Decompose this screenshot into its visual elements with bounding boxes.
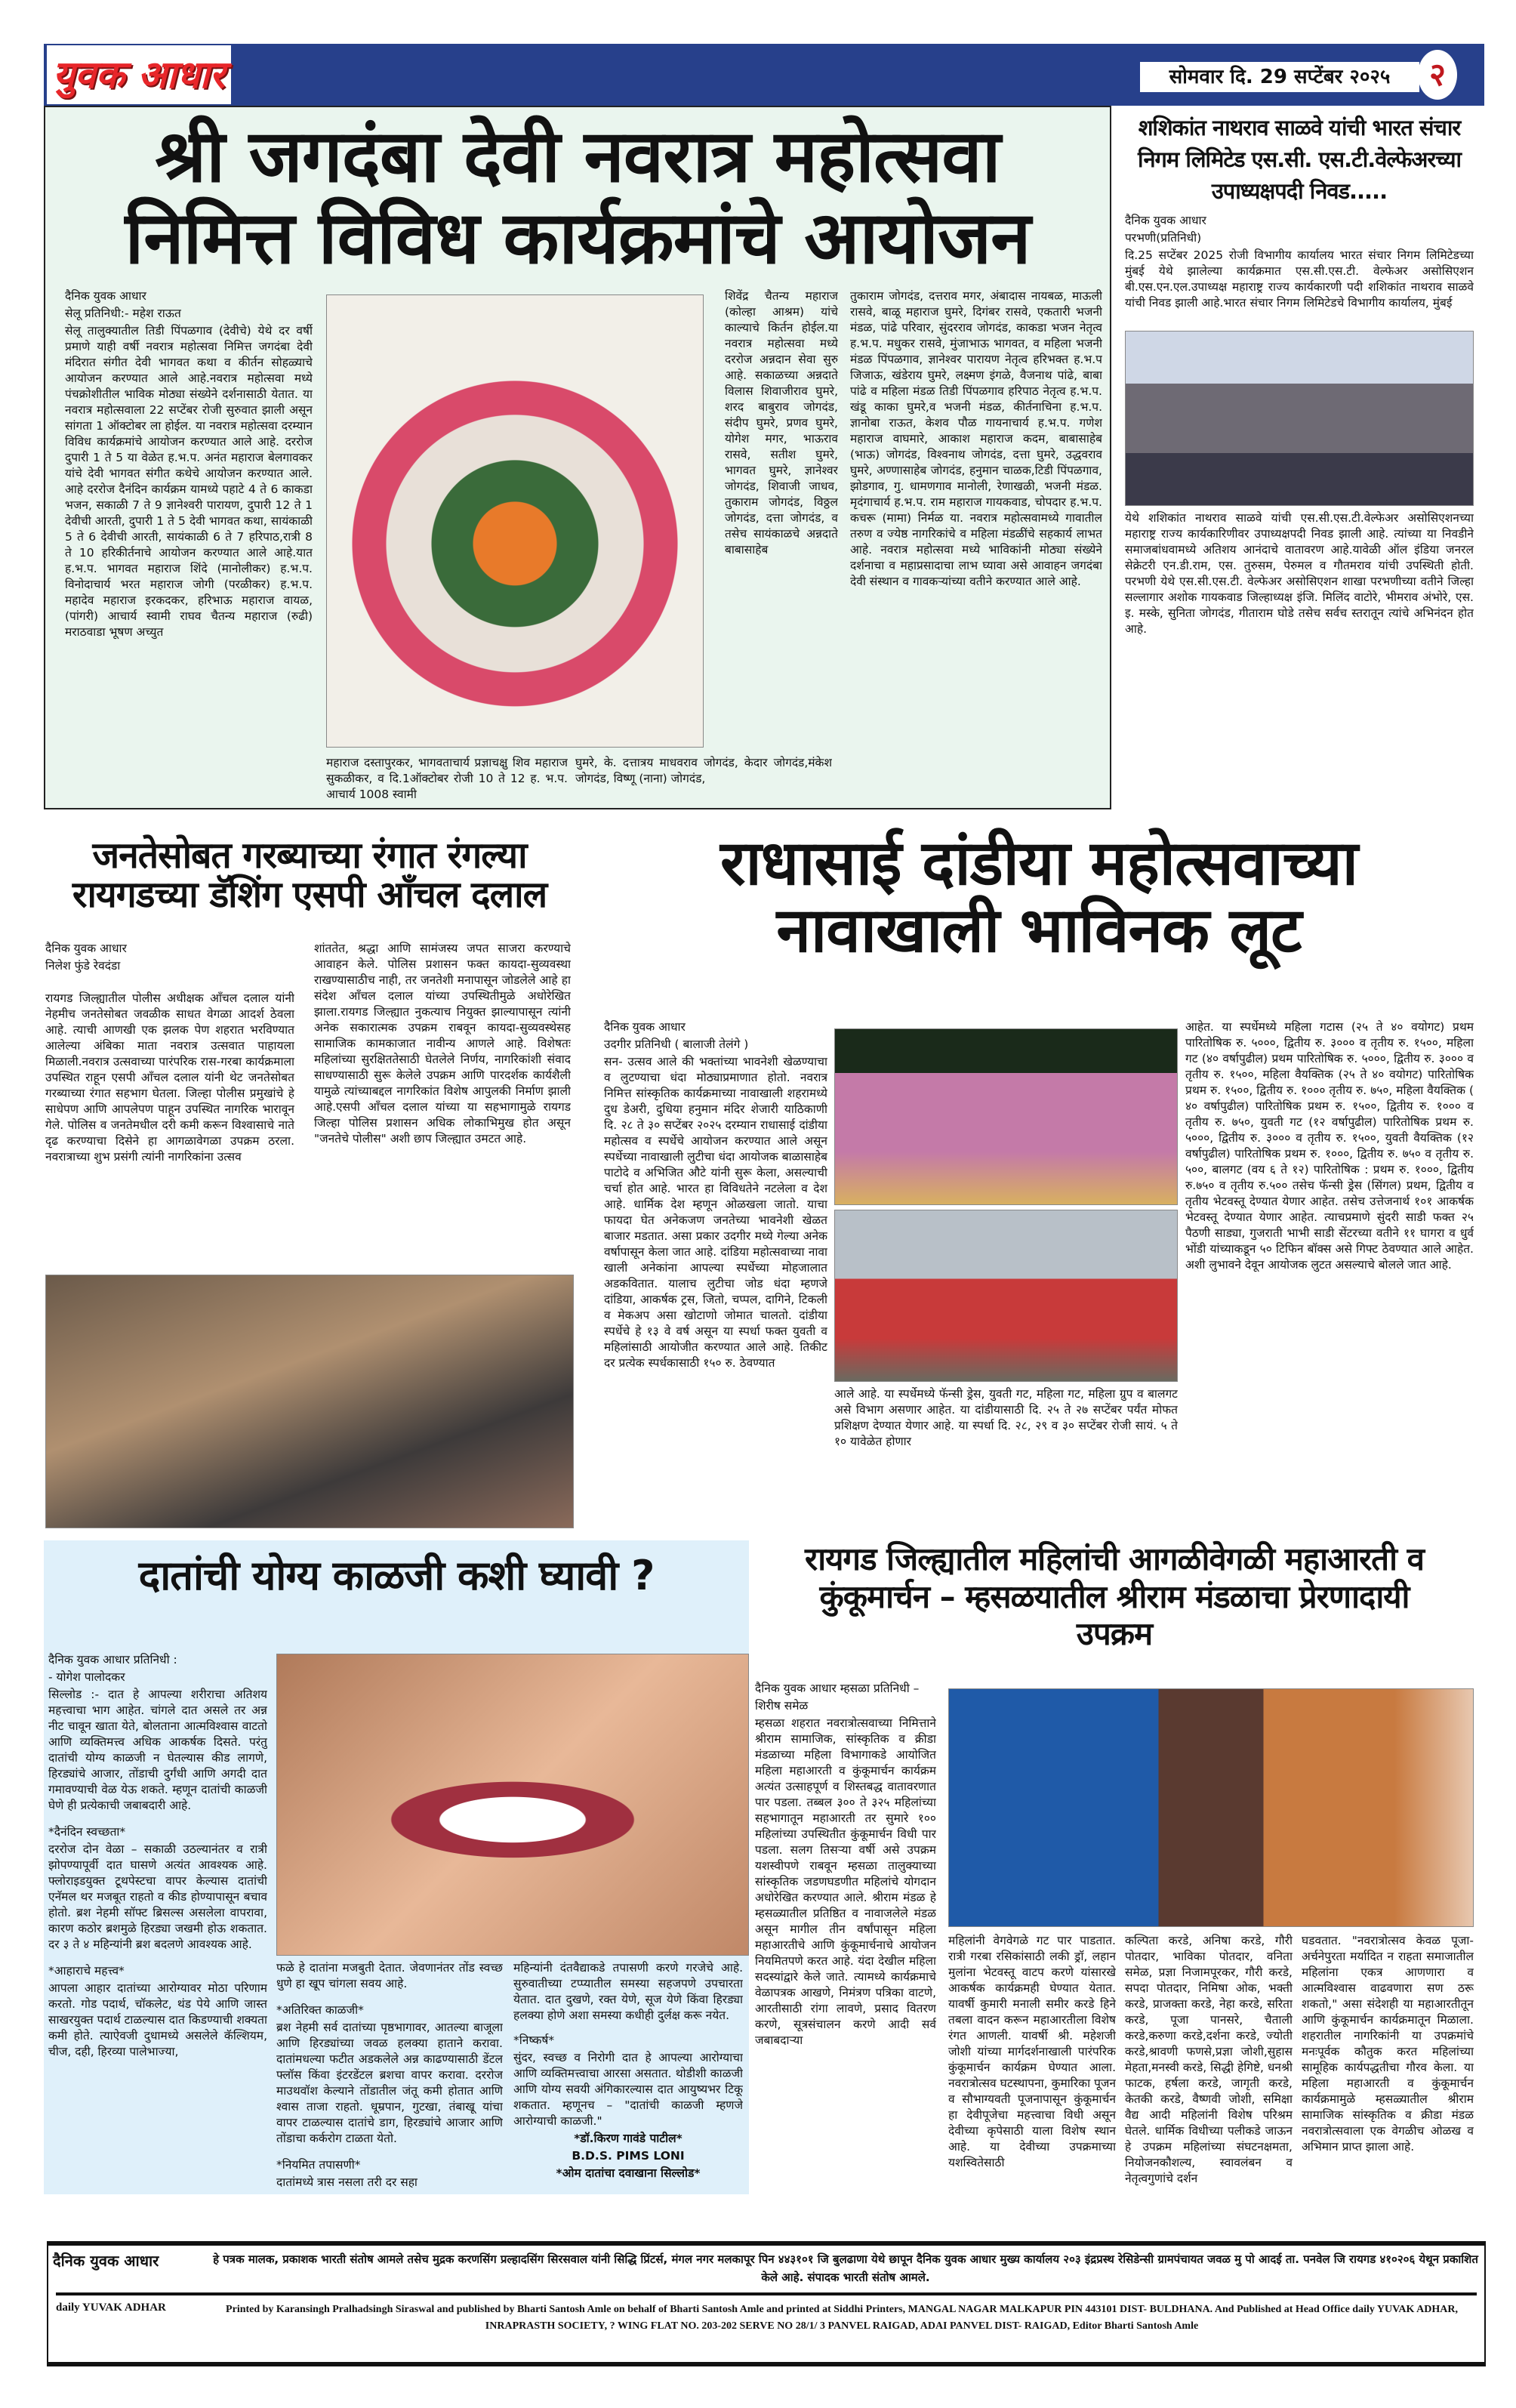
subheading: *नियमित तपासणी* <box>276 2158 361 2172</box>
body-text: सन- उत्सव आले की भक्तांच्या भावनेशी खेळण्याचा व लुटण्याचा धंदा मोठ्याप्रमाणात होतो. नवरात्र निमित्त सांस्कृतिक कार्यक्रमाच्या नावाखाली शहरामध्ये दुध डेअरी, दुधिया हनुमान मंदिर शेजारी याठिकाणी दि. २८ ते ३० सप्टेंबर २०२५ दरम्यान राधासाई दांडीया महोत्सव व स्पर्धेचे आयोजन करण्यात आले असून स्पर्धेच्या नावाखाली लुटीचा धंदा आयोजक बाळासाहेब पाटोदे व अभिजित औटे यांनी सुरू केला, असल्याची चर्चा होत आहे. भारत हा विविधतेने नटलेला व देश आहे. धार्मिक देश म्हणून ओळखला जातो. याचा फायदा घेत अनेकजण जनतेच्या भावनेशी खेळत बाजार मडतात. असा प्रकार उदगीर मध्ये गेल्या अनेक वर्षापासून केला जात आहे. दांडिया महोत्सवाच्या नावा खाली अनेकांना आपल्या स्पर्धेच्या मोहजालात अडकवितात. यालाच लुटीचा जोड धंदा म्हणजे दांडिया, आकर्षक ट्रस, जितो, चप्पल, दागिने, टिकली व मेकअप असा खोटाणो जोमात चालतो. दांडीया स्पर्धेचे हे १३ वे वर्ष असून या स्पर्धा फक्त युवती व महिलांसाठी आयोजीत करण्यात आले आहे. तिकीट दर प्रत्येक स्पर्धकासाठी १५० रु. ठेवण्यात <box>604 1055 827 1370</box>
article-column <box>513 1960 743 2191</box>
headline: रायगड जिल्ह्यातील महिलांची आगळीवेगळी महाआरती व कुंकूमार्चन – म्हसळयातील श्रीराम मंडळाचा प्रेरणादायी उपक्रम <box>805 1540 1424 1653</box>
body-text: सेलू तालुक्यातील तिडी पिंपळगाव (देवीचे) येथे दर वर्षी प्रमाणे याही वर्षी नवरात्र महोत्सवा निमित्त जगदंबा देवी मंदिरात संगीत देवी भागवत कथा व कीर्तन सोहळ्याचे आयोजन करण्यात आले आहे.नवरात्र महोत्सवा मध्ये पंचक्रोशीतील भाविक मोठ्या संख्येने दर्शनासाठी येतात. या नवरात्र महोत्सवाला 22 सप्टेंबर रोजी सुरुवात झाली असून सांगता 1 ऑक्टोबर ला होईल. या नवरात्र महोत्सवा दरम्यान विविध कार्यक्रमांचे आयोजन करण्यात आले आहे. दररोज दुपारी 1 ते 5 या वेळेत ह.भ.प. अनंत महाराज बेलगावकर यांचे देवी भागवत संगीत कथेचे आयोजन करण्यात आले. आहे दररोज दैनंदिन कार्यक्रम यामध्ये पहाटे 4 ते 6 काकडा भजन, सकाळी 7 ते 9 ज्ञानेश्वरी पारायण, दुपारी 12 ते 1 देवीची आरती, दुपारी 1 ते 5 देवी भागवत कथा, सायंकाळी 5 ते 6 देवीची आरती, सायंकाळी 6 ते 7 हरिपाठ,रात्री 8 ते 10 हरिकीर्तनाचे आयोजन करण्यात आले आहे.यात ह.भ.प. भागवत महाराज शिंदे (मानोलीकर) ह.भ.प. विनोदाचार्य भरत महाराज जोगी (परळीकर) ह.भ.प. महादेव महाराज इरकदकर, हरिभाऊ महाराज वायळ, (पांगरी) आचार्य स्वामी राघव चैतन्य महाराज (रुढी) मराठवाडा भूषण अच्युत <box>65 324 313 639</box>
article-column <box>48 1652 267 2193</box>
article-column <box>276 1960 503 2191</box>
subheading: *निष्कर्ष* <box>513 2033 555 2047</box>
article-sp-anchal-dalal <box>45 834 574 1531</box>
article-column: महिलांनी वेगवेगळे गट पार पाडतात. रात्री गरबा रसिकांसाठी लकी ड्रॉ, लहान मुलांना भेटवस्तू वाटप करणे यांसारखे आकर्षक कार्यक्रमही घेण्यात येतात. यावर्षी कुमारी मनाली समीर करडे हिने तबला वादन करून महाआरतीला विशेष रंगत आणली. यावर्षी श्री. महेशजी जोशी यांच्या मार्गदर्शनाखाली पारंपरिक कुंकूमार्चन कार्यक्रम घेण्यात आला. नवरात्रोत्सव घटस्थापना, कुमारिका पूजन व सौभाग्यवती पूजनापासून कुंकूमार्चन हा देवीपूजेचा महत्त्वाचा विधी असून देवीच्या कृपेसाठी याला विशेष स्थान आहे. या देवीच्या उपक्रमाच्या यशस्वितेसाठी <box>948 1934 1116 2169</box>
dandiya-photo <box>834 1028 1178 1205</box>
article-column: शांततेत, श्रद्धा आणि सामंजस्य जपत साजरा करण्याचे आवाहन केले. पोलिस प्रशासन फक्त कायदा-सुव्यवस्था राखण्यासाठीच नाही, तर जनतेशी मनापासून जोडलेले आहे हा संदेश आँचल दलाल यांच्या उपस्थितीमुळे अधोरेखित झाला.रायगड जिल्ह्यात नुकत्याच नियुक्त झाल्यापासून त्यांनी अनेक सकारात्मक उपक्रम राबवून कायदा-सुव्यवस्थेसह सामाजिक कामकाजात नावीन्य आणले आहे. विशेषतः महिलांच्या सुरक्षिततेसाठी घेतलेले निर्णय, नागरिकांशी संवाद साधण्यासाठी सुरू केलेले उपक्रम आणि पारदर्शक कार्यशैली यामुळे त्यांच्याबद्दल नागरिकांत विशेष आपुलकी निर्माण झाली आहे.एसपी आँचल दलाल यांच्या या सहभागामुळे रायगड जिल्हा पोलिस प्रशासन अधिक लोकाभिमुख होत असून "जनतेचे पोलीस" अशी छाप जिल्ह्यात उमटत आहे. <box>314 942 571 1145</box>
dateline: दैनिक युवक आधार म्हसळा प्रतिनिधी – <box>755 1682 920 1695</box>
body-text: सिल्लोड :- दात हे आपल्या शरीराचा अतिशय महत्त्वाचा भाग आहेत. चांगले दात असले तर अन्न नीट चावून खाता येते, बोलताना आत्मविश्वास वाटतो आणि व्यक्तिमत्त्व अधिक आकर्षक दिसते. परंतु दातांची योग्य काळजी न घेतल्यास कीड लागणे, हिरड्यांचे आजार, तोंडाची दुर्गंधी आणि अगदी दात गमावण्याची वेळ येऊ शकते. म्हणून दातांची काळजी घेणे ही प्रत्येकाची जबाबदारी आहे. <box>48 1688 267 1812</box>
article-column <box>1125 213 1474 326</box>
article-column <box>45 941 294 1258</box>
body-text: रायगड जिल्ह्यातील पोलीस अधीक्षक आँचल दलाल यांनी नेहमीच जनतेसोबत जवळीक साधत वेगळा आदर्श ठेवला आहे. त्याची आणखी एक झलक पेण शहरात भरविण्यात आलेल्या अंबिका माता नवरात्र उत्सवात पाहायला मिळाली.नवरात्र उत्सवाच्या पारंपरिक रास-गरबा कार्यक्रमाला उपस्थित राहून एसपी आँचल दलाल यांनी थेट जनतेसोबत गरब्याच्या रंगात सहभाग घेतला. जिल्हा पोलीस प्रमुखांचे हे साधेपण आणि आपलेपण पाहून उपस्थित नागरिक भारावून गेले. पोलिस व जनतेमधील दरी कमी करून विश्वासाचे नाते दृढ करण्याचा दिसेने हा आगळावेगळा उपक्रम ठरला. नवरात्राच्या शुभ प्रसंगी त्यांनी नागरिकांना उत्सव <box>45 991 294 1164</box>
dateline: दैनिक युवक आधार <box>65 289 146 303</box>
footer-text-english: Printed by Karansingh Pralhadsingh Siraswal and published by Bharti Santosh Amle on behalf of Bharti Santosh Amle and printed at Siddhi Printers, MANGAL NAGAR MALKAPUR PIN 443101 DIST- BULDHANA. And Published at Head Office daily YUVAK ADHAR, INRAPRASTH SOCIETY, ? WING FLAT NO. 203-202 SERVE NO 28/1/ 3 PANVEL RAIGAD, ADAI PANVEL DIST- RAIGAD, Editor Bharti Santosh Amle <box>226 2304 1458 2332</box>
signature: *ओम दातांचा दवाखाना सिल्लोड* <box>556 2166 701 2180</box>
article-column: आहेत. या स्पर्धेमध्ये महिला गटास (२५ ते ४० वयोगट) प्रथम पारितोषिक रु. ५०००, द्वितीय रु. ३००० व तृतीय रु. १५००, महिला गट (४० वर्षापुढील) प्रथम पारितोषिक रु. ५०००, द्वितीय रु. ३००० व तृतीय रु. १५००, महिला वैयक्तिक (२५ ते ४० वयोगट) पारितोषिक प्रथम रु. १५००, द्वितीय रु. १००० तृतीय रु. ७५०, महिला वैयक्तिक ( ४० वर्षापुढील) पारितोषिक प्रथम रु. १५००, द्वितीय रु. १००० व तृतीय रु. ७५०, युवती गट (१२ वर्षापुढील) पारितोषिक प्रथम रु. ५०००, द्वितीय रु. ३००० व तृतीय रु. १५००, युवती वैयक्तिक (१२ वर्षापुढील) पारितोषिक प्रथम रु. १०००, द्वितीय रु. ७५० व तृतीय रु. ५००, बालगट (वय ६ ते १२) पारितोषिक : प्रथम रु. १०००, द्वितीय रु.७५० व तृतीय रु.५०० तसेच फॅन्सी ड्रेस (सिंगल) प्रथम, द्वितीय व तृतीय भेटवस्तू देण्यात येणार आहेत. तसेच उत्तेजनार्थ १०१ आकर्षक भेटवस्तू देण्यात येणार आहेत. त्याचप्रमाणे सुंदरी साडी फक्त २५ पैठणी साड्या, गुजराती भाभी साडी सेंटरच्या वतीने ११ घागरा व धुर्व भोंडी यांच्याकडून ५० टिफिन बॉक्स असे गिफ्ट ठेवण्यात आले आहेत. अशी लुभावने देवून आयोजक लुटत असल्याचे बोलले जात आहे. <box>1185 1020 1474 1272</box>
body-text: सुंदर, स्वच्छ व निरोगी दात हे आपल्या आरोग्याचा आणि व्यक्तिमत्त्वाचा आरसा असतात. थोडीशी काळजी आणि योग्य सवयी अंगिकारल्यास दात आयुष्यभर टिकू शकतात. म्हणूनच – "दातांची काळजी म्हणजे आरोग्याची काळजी." <box>513 2051 743 2128</box>
imprint-footer <box>47 2241 1486 2366</box>
body-text: म्हसळा शहरात नवरात्रोत्सवाच्या निमित्ताने श्रीराम सामाजिक, सांस्कृतिक व क्रीडा मंडळाच्या महिला विभागाकडे आयोजित महिला महाआरती व कुंकूमार्चन कार्यक्रम अत्यंत उत्साहपूर्ण व शिस्तबद्ध वातावरणात पार पडला. तब्बल ३०० ते ३२५ महिलांच्या सहभागातून महाआरती तर सुमारे १०० महिलांच्या उपस्थितीत कुंकूमार्चन विधी पार पडला. सलग तिसऱ्या वर्षी असे उपक्रम यशस्वीपणे राबवून म्हसळा तालुक्याच्या सांस्कृतिक जडणघडणीत महिलांचे योगदान अधोरेखित करण्यात आले. श्रीराम मंडळ हे म्हसळ्यातील प्रतिष्ठित व नावाजलेले मंडळ असून मागील तीन वर्षांपासून महिला महाआरतीचे आणि कुंकूमार्चनाचे आयोजन नियमितपणे करत आहे. यंदा देखील महिला सदस्यांद्वारे केले जाते. त्यामध्ये कार्यक्रमाचे वेळापत्रक आखणे, निमंत्रण पत्रिका वाटणे, आरतीसाठी रांगा लावणे, प्रसाद वितरण करणे, सूत्रसंचालन करणे आदी सर्व जबाबदाऱ्या <box>755 1716 936 2047</box>
headline: शशिकांत नाथराव साळवे यांची भारत संचार निगम लिमिटेड एस.सी. एस.टी.वेल्फेअरच्या उपाध्यक्षपदी निवड..... <box>1137 115 1462 205</box>
article-column: आले आहे. या स्पर्धेमध्ये फॅन्सी ड्रेस, युवती गट, महिला गट, महिला ग्रुप व बालगट असे विभाग असणार आहेत. या दांडीयासाठी दि. २५ ते २७ सप्टेंबर पर्यंत मोफत प्रशिक्षण देण्यात येणार आहे. या स्पर्धा दि. २८, २९ व ३० सप्टेंबर रोजी सायं. ५ ते १० यावेळेत होणार <box>834 1387 1178 1448</box>
signature: B.D.S. PIMS LONI <box>572 2149 685 2163</box>
byline: निलेश फुंडे रेवदंडा <box>45 959 121 973</box>
body-text: फळे हे दातांना मजबुती देतात. जेवणानंतर तोंड स्वच्छ धुणे हा खूप चांगला सवय आहे. <box>276 1961 503 1990</box>
garba-crowd-photo <box>45 1275 574 1528</box>
subheading: *दैनंदिन स्वच्छता* <box>48 1825 126 1839</box>
footer-title-marathi: दैनिक युवक आधार <box>53 2252 159 2270</box>
photo-caption: महाराज दस्तापुरकर, भागवताचार्य प्रज्ञाचक्षु शिव महाराज सुकळीकर, व दि.1ऑक्टोबर रोजी 10 ते 12 ह. भ.प. आचार्य 1008 स्वामी <box>326 756 568 801</box>
felicitation-photo <box>1125 331 1474 506</box>
article-column: शिवेंद्र चैतन्य महाराज (कोल्हा आश्रम) यांचे काल्याचे किर्तन होईल.या नवरात्र महोत्सवा मध्ये दररोज अन्नदान सेवा सुरु आहे. सकाळच्या अन्नदाते विलास शिवाजीराव घुमरे, शरद बाबुराव जोगदंड, संदीप घुमरे, प्रणव घुमरे, योगेश मगर, भाऊराव रासवे, सतीश घुमरे, भागवत घुमरे, ज्ञानेश्वर जोगदंड, शिवाजी जाधव, तुकाराम जोगदंड, विठ्ठल जोगदंड, दत्ता जोगदंड, व तसेच सायंकाळचे अन्नदाते बाबासाहेब <box>725 289 838 557</box>
article-column: घडवतात. "नवरात्रोत्सव केवळ पूजा-अर्चनेपुरता मर्यादित न राहता समाजातील महिलांना एकत्र आणणारा व आत्मविश्वास वाढवणारा सण ठरू शकतो," असा संदेशही या महाआरतीतून आणि कुंकूमार्चन कार्यक्रमातून मिळाला. शहरातील नागरिकांनी या उपक्रमांचे मनःपूर्वक कौतुक करत महिलांच्या सामूहिक कार्यपद्धतीचा गौरव केला. या महिला महाआरती व कुंकूमार्चन कार्यक्रमामुळे म्हसळ्यातील श्रीराम सामाजिक सांस्कृतिक व क्रीडा मंडळ नवरात्रोत्सवाला एक वेगळीच ओळख व अभिमान प्राप्त झाला आहे. <box>1302 1934 1474 2154</box>
smile-teeth-photo <box>276 1654 749 1956</box>
headline: राधासाई दांडीया महोत्सवाच्या <box>720 828 1357 899</box>
article-column: तुकाराम जोगदंड, दत्तराव मगर, अंबादास नायबळ, माऊली रासवे, बाळू महाराज घुमरे, दिगंबर रासवे, एकतारी भजनी मंडळ, पांढे परिवार, सुंदरराव जोगदंड, काकडा भजन नेतृत्व ह.भ.प. मधुकर रासवे, मुंजाभाऊ भागवत, व महिला भजनी मंडळ पिंपळगाव, ज्ञानेश्वर पारायण नेतृत्व हरिभक्त ह.भ.प जिजाऊ, खंडेराय घुमरे, लक्ष्मण इंगळे, वैजनाथ पांढे, बाबा पांढे व महिला मंडळ तिडी पिंपळगाव हरिपाठ नेतृत्व ह.भ.प. खंडू काका घुमरे,व भजनी मंडळ, कीर्तनाचिना ह.भ.प. ज्ञानोबा राऊत, केशव पौळ गायनाचार्य ह.भ.प. गणेश महाराज वाघमारे, आकाश महाराज कदम, बाबासाहेब (भाऊ) जोगदंड, विश्वनाथ जोगदंड, दत्ता घुमरे, उद्धवराव घुमरे, अण्णासाहेब जोगदंड, हनुमान चाळक,टिडी पिंपळगाव, झोडगाव, गु. धामणगाव मानोली, रेणाखळी, भजनी मंडळ. मृदंगाचार्य ह.भ.प. राम महाराज गायकवाड, चोपदार ह.भ.प. कचरू (मामा) निर्मळ या. नवरात्र महोत्सवामध्ये गावातील तरुण व ज्येष्ठ नागरिकांचे व महिला मंडळींचे सहकार्य लाभत आहे. नवरात्र महोत्सवा मध्ये भाविकांनी मोठ्या संख्येने दर्शनाचा व महाप्रसादाचा लाभ घ्यावा असे आवाहन जगदंबा देवी संस्थान व गावकऱ्यांच्या वतीने करण्यात आले आहे. <box>850 289 1102 588</box>
byline: परभणी(प्रतिनिधी) <box>1125 231 1202 245</box>
article-salve-bsnl <box>1125 106 1474 809</box>
issue-date: सोमवार दि. 29 सप्टेंबर २०२५ <box>1140 62 1419 92</box>
body-text: दि.25 सप्टेंबर 2025 रोजी विभागीय कार्यालय भारत संचार निगम लिमिटेडच्या मुंबई येथे झालेल्या कार्यक्रमात एस.सी.एस.टी. वेल्फेअर असोसिएशन बी.एस.एन.एल.उपाध्यक्ष महाराष्ट्र राज्य कार्यकारणी पदी शशिकांत नाथराव साळवे यांची निवड झाली आहे.भारत संचार निगम लिमिटेडचे विभागीय कार्यालय, मुंबई <box>1125 248 1474 310</box>
byline: शिरीष समेळ <box>755 1699 809 1713</box>
body-text: दातांमध्ये त्रास नसला तरी दर सहा <box>276 2175 418 2189</box>
article-mhasala-mahaarti <box>755 1533 1474 2194</box>
body-text: ब्रश नेहमी सर्व दातांच्या पृष्ठभागावर, आतल्या बाजूला आणि हिरड्यांच्या जवळ हलक्या हाताने करावा. दातांमधल्या फटीत अडकलेले अन्न काढण्यासाठी डेंटल फ्लॉस किंवा इंटरडेंटल ब्रशचा वापर करावा. दररोज माउथवॉश केल्याने तोंडातील जंतू कमी होतात आणि श्वास ताजा राहतो. धूम्रपान, गुटखा, तंबाखू यांचा वापर टाळल्यास दातांचे डाग, हिरड्यांचे आजार आणि तोंडाचा कर्करोग टाळता येतो. <box>276 2021 503 2145</box>
body-text: येथे शशिकांत नाथराव साळवे यांची एस.सी.एस.टी.वेल्फेअर असोसिएशनच्या महाराष्ट्र राज्य कार्यकारिणीवर उपाध्यक्षपदी निवड झाली आहे. त्यांच्या या निवडीने समाजबांधवामध्ये अतिशय आनंदाचे वातावरण आहे.यावेळी ऑल इंडिया जनरल सेक्रेटरी एन.डी.राम, एस. तुरुसम, पेरुमल व गौतमराव यांची उपस्थिती होती. परभणी येथे एस.सी.एस.टी. वेल्फेअर असोसिएशन शाखा परभणीच्या वतीने जिल्हा सल्लागार अशोक गायकवाड जिल्हाध्यक्ष इंजि. मिलिंद वाटोरे, भीमराव अंभोरे, एस. इ. मस्के, सुनिता जोगदंड, गीताराम घोडे तसेच सर्वच स्तरातून त्यांचे अभिनंदन होत आहे. <box>1125 511 1474 637</box>
subheading: *आहाराचे महत्त्व* <box>48 1964 125 1978</box>
body-text: महिन्यांनी दंतवैद्याकडे तपासणी करणे गरजेचे आहे. सुरुवातीच्या टप्प्यातील समस्या सहजपणे उपचारता येतात. दात दुखणे, रक्त येणे, सूज येणे किंवा हिरड्या हलक्या होणे अशा समस्या कधीही दुर्लक्ष करू नयेत. <box>513 1961 743 2022</box>
dateline: दैनिक युवक आधार <box>1125 214 1206 228</box>
dateline: दैनिक युवक आधार प्रतिनिधी : <box>48 1653 177 1666</box>
article-column <box>755 1681 936 2191</box>
signature: *डॉ.किरण गावंडे पाटील* <box>574 2132 683 2145</box>
mahaarti-photo <box>948 1688 1474 1927</box>
event-gate-photo <box>834 1210 1178 1382</box>
byline: सेलू प्रतिनिधी:- महेश राऊत <box>65 307 181 320</box>
headline: दातांची योग्य काळजी कशी घ्यावी ? <box>138 1552 655 1599</box>
headline: श्री जगदंबा देवी नवरात्र महोत्सवा <box>155 114 1000 199</box>
headline: जनतेसोबत गरब्याच्या रंगात रंगल्या <box>92 834 527 877</box>
dateline: दैनिक युवक आधार <box>604 1020 686 1034</box>
headline: रायगडच्या डॅशिंग एसपी आँचल दलाल <box>72 873 547 916</box>
byline: - योगेश पालोदकर <box>48 1670 125 1684</box>
newspaper-logo: युवक आधार <box>47 45 231 104</box>
subheading: *अतिरिक्त काळजी* <box>276 2003 364 2017</box>
article-column <box>604 1019 827 1503</box>
body-text: दररोज दोन वेळा – सकाळी उठल्यानंतर व रात्री झोपण्यापूर्वी दात घासणे अत्यंत आवश्यक आहे. फ्लोराइडयुक्त टूथपेस्टचा वापर केल्यास दातांची एनॅमल थर मजबूत राहतो व कीड होण्यापासून बचाव होतो. ब्रश नेहमी सॉफ्ट ब्रिसल्स असलेला वापरावा, कारण कठोर ब्रशमुळे हिरड्या जखमी होऊ शकतात. दर ३ ते ४ महिन्यांनी ब्रश बदलणे आवश्यक आहे. <box>48 1842 267 1951</box>
article-dental-care <box>44 1540 749 2194</box>
body-text: आपला आहार दातांच्या आरोग्यावर मोठा परिणाम करतो. गोड पदार्थ, चॉकलेट, थंड पेये आणि जास्त साखरयुक्त पदार्थ टाळल्यास दात किडण्याची शक्यता कमी होते. त्याऐवजी दुधामध्ये असलेले कॅल्शियम, चीज, दही, हिरव्या पालेभाज्या, <box>48 1981 267 2058</box>
photo-caption: घुमरे, के. दत्तात्रय माधवराव जोगदंड, केदार जोगदंड,मंकेश जोगदंड, विष्णू (नाना) जोगदंड, <box>575 756 832 785</box>
footer-title-english: daily YUVAK ADHAR <box>56 2302 166 2314</box>
article-column <box>65 288 313 802</box>
headline: निमित्त विविध कार्यक्रमांचे आयोजन <box>125 196 1031 280</box>
devi-idol-photo <box>326 294 704 748</box>
dateline: दैनिक युवक आधार <box>45 942 127 955</box>
page-number: २ <box>1418 50 1457 100</box>
article-jagdamba-navratri <box>44 106 1111 809</box>
byline: उदगीर प्रतिनिधी ( बालाजी तेलंगे ) <box>604 1038 749 1051</box>
article-radhasai-dandiya <box>604 828 1474 1510</box>
headline: नावाखाली भाविनक लूट <box>776 894 1302 967</box>
footer-text-marathi: हे पत्रक मालक, प्रकाशक भारती संतोष आमले तसेच मुद्रक करणसिंग प्रल्हादसिंग सिरसवाल यांनी सिद्धि प्रिंटर्स, मंगल नगर मलकापूर पिन ४४३१०१ जि बुलढाणा येथे छापून दैनिक युवक आधार मुख्य कार्यालय २०३ इंद्रप्रस्थ रेसिडेन्सी ग्रामपंचायत जवळ मु पो आदई ता. पनवेल जि रायगड ४१०२०६ येथून प्रकाशित केले आहे. संपादक भारती संतोष आमले. <box>213 2252 1478 2284</box>
article-column: कल्पिता करडे, अनिषा करडे, गौरी पोतदार, भाविका पोतदार, वनिता समेळ, प्रज्ञा निजामपूरकर, गौरी करडे, सपदा पोतदार, निमिषा ओक, भक्ती करडे, प्राजक्ता करडे, नेहा करडे, सरिता करडे, पूजा पानसरे, चैताली करडे,करुणा करडे,दर्शना करडे, ज्योती करडे,श्रावणी फणसे,प्रज्ञा जोशी,सुहास मेहता,मनस्वी करडे, सिद्धी हेगिष्टे, धनश्री फाटक, हर्षला करडे, जागृती करडे, केतकी करडे, वैष्णवी जोशी, समिक्षा वैद्य आदी महिलांनी विशेष परिश्रम घेतले. धार्मिक विधीच्या पलीकडे जाऊन हे उपक्रम महिलांच्या संघटनक्षमता, नियोजनकौशल्य, स्वावलंबन व नेतृत्वगुणांचे दर्शन <box>1125 1934 1293 2185</box>
